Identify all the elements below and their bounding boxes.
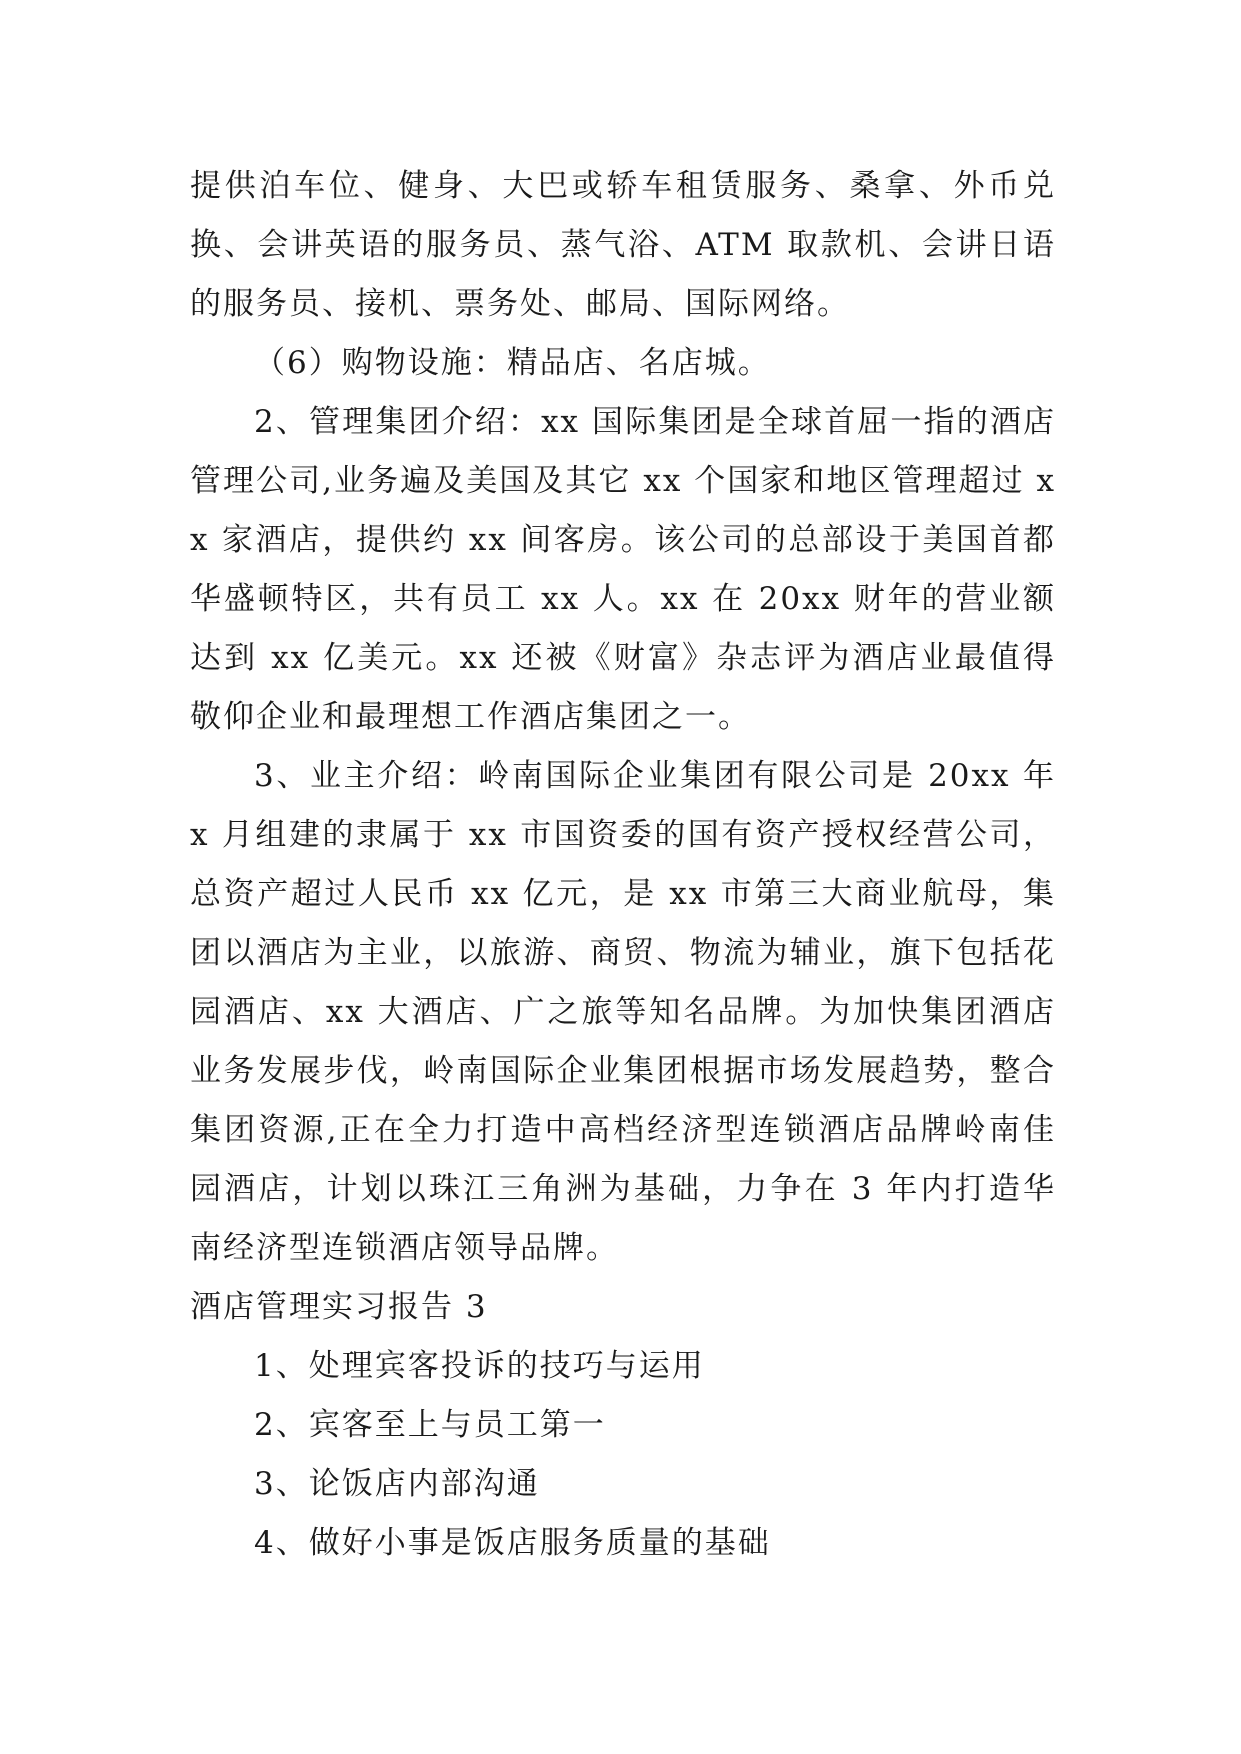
list-item: 3、论饭店内部沟通 <box>254 1466 540 1502</box>
paragraph-management-group: 2、管理集团介绍：xx 国际集团是全球首屈一指的酒店管理公司,业务遍及美国及其它 xx 个国家和地区管理超过 xx 家酒店，提供约 xx 间客房。该公司的总部设于美国首都华盛顿特区，共有员工 xx 人。xx 在 20xx 财年的营业额达到 xx 亿美元。xx 还被《财富》杂志评为酒店业最值得敬仰企业和最理想工作酒店集团之一。 <box>190 404 1056 735</box>
paragraph-shopping: （6）购物设施：精品店、名店城。 <box>254 345 771 381</box>
paragraph-owner: 3、业主介绍：岭南国际企业集团有限公司是 20xx 年 x 月组建的隶属于 xx 市国资委的国有资产授权经营公司，总资产超过人民币 xx 亿元，是 xx 市第三大商业航母，集团以酒店为主业，以旅游、商贸、物流为辅业，旗下包括花园酒店、xx 大酒店、广之旅等知名品牌。为加快集团酒店业务发展步伐，岭南国际企业集团根据市场发展趋势，整合集团资源,正在全力打造中高档经济型连锁酒店品牌岭南佳园酒店，计划以珠江三角洲为基础，力争在 3 年内打造华南经济型连锁酒店领导品牌。 <box>190 758 1056 1266</box>
list-item: 4、做好小事是饭店服务质量的基础 <box>254 1525 771 1561</box>
section-title: 酒店管理实习报告 3 <box>190 1289 488 1325</box>
list-item: 2、宾客至上与员工第一 <box>254 1407 606 1443</box>
document-body <box>190 157 1056 1573</box>
paragraph-facilities: 提供泊车位、健身、大巴或轿车租赁服务、桑拿、外币兑换、会讲英语的服务员、蒸气浴、ATM 取款机、会讲日语的服务员、接机、票务处、邮局、国际网络。 <box>190 168 1056 322</box>
list-item: 1、处理宾客投诉的技巧与运用 <box>254 1348 705 1384</box>
